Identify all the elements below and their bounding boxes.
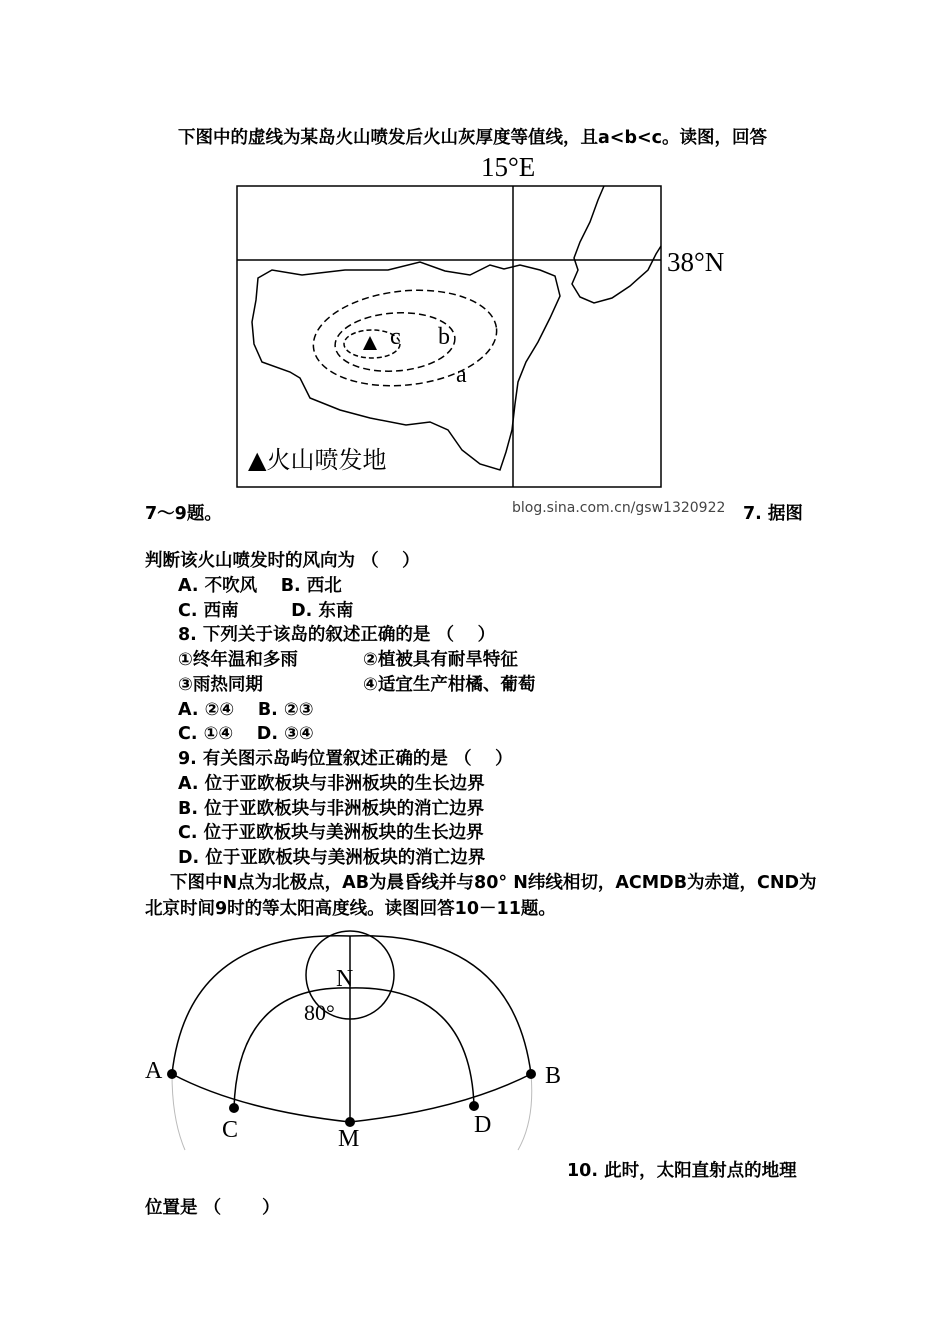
latitude-label: 38°N [667,247,725,277]
label-d: D [474,1112,492,1138]
q7-options-row1: A. 不吹风 B. 西北 [178,576,342,596]
q9-option-d: D. 位于亚欧板块与美洲板块的消亡边界 [178,848,486,868]
q9-option-b: B. 位于亚欧板块与非洲板块的消亡边界 [178,799,485,819]
contour-label-c: c [390,324,401,350]
q9-option-a: A. 位于亚欧板块与非洲板块的生长边界 [178,774,485,794]
q8-item-4: ④适宜生产柑橘、葡萄 [363,675,536,695]
label-a: A [145,1058,163,1084]
q8-item-1: ①终年温和多雨 [178,650,298,670]
q8-stem: 8. 下列关于该岛的叙述正确的是 （ ） [178,625,496,645]
contour-label-b: b [438,324,450,350]
label-b: B [545,1063,562,1089]
label-c: C [222,1117,239,1143]
longitude-label: 15°E [481,152,536,182]
q7-stem-head: 7. 据图 [743,504,803,524]
intro-text-1: 下图中的虚线为某岛火山喷发后火山灰厚度等值线，且a<b<c。读图，回答 [178,128,768,148]
q8-options-row1: A. ②④ B. ②③ [178,700,314,720]
q8-options-row2: C. ①④ D. ③④ [178,724,314,744]
q9-option-c: C. 位于亚欧板块与美洲板块的生长边界 [178,823,484,843]
pole-label-n: N [336,966,354,992]
map-legend: ▲火山喷发地 [248,446,387,474]
q10-stem-tail: 位置是 （ ） [145,1198,280,1218]
intro-text-1-tail: 7～9题。 [145,504,222,524]
point-a [167,1069,177,1079]
intro-text-2-line2: 北京时间9时的等太阳高度线。读图回答10－11题。 [145,899,556,919]
q10-stem-head: 10. 此时，太阳直射点的地理 [567,1161,797,1181]
latitude-label-80: 80° [304,1000,335,1025]
q7-stem: 判断该火山喷发时的风向为 （ ） [145,551,420,571]
intro-text-2-line1: 下图中N点为北极点，AB为晨昏线并与80° N纬线相切，ACMDB为赤道，CND为 [170,873,817,893]
q8-item-3: ③雨热同期 [178,675,263,695]
watermark: blog.sina.com.cn/gsw1320922 [512,500,726,516]
q9-stem: 9. 有关图示岛屿位置叙述正确的是 （ ） [178,749,513,769]
inner-arc-cnd [234,988,474,1108]
label-m: M [338,1126,360,1152]
q8-item-2: ②植被具有耐旱特征 [363,650,518,670]
point-c [229,1103,239,1113]
outer-arc [172,936,531,1074]
contour-label-a: a [456,362,467,388]
point-b [526,1069,536,1079]
point-d [469,1101,479,1111]
q7-options-row2: C. 西南 D. 东南 [178,601,354,621]
